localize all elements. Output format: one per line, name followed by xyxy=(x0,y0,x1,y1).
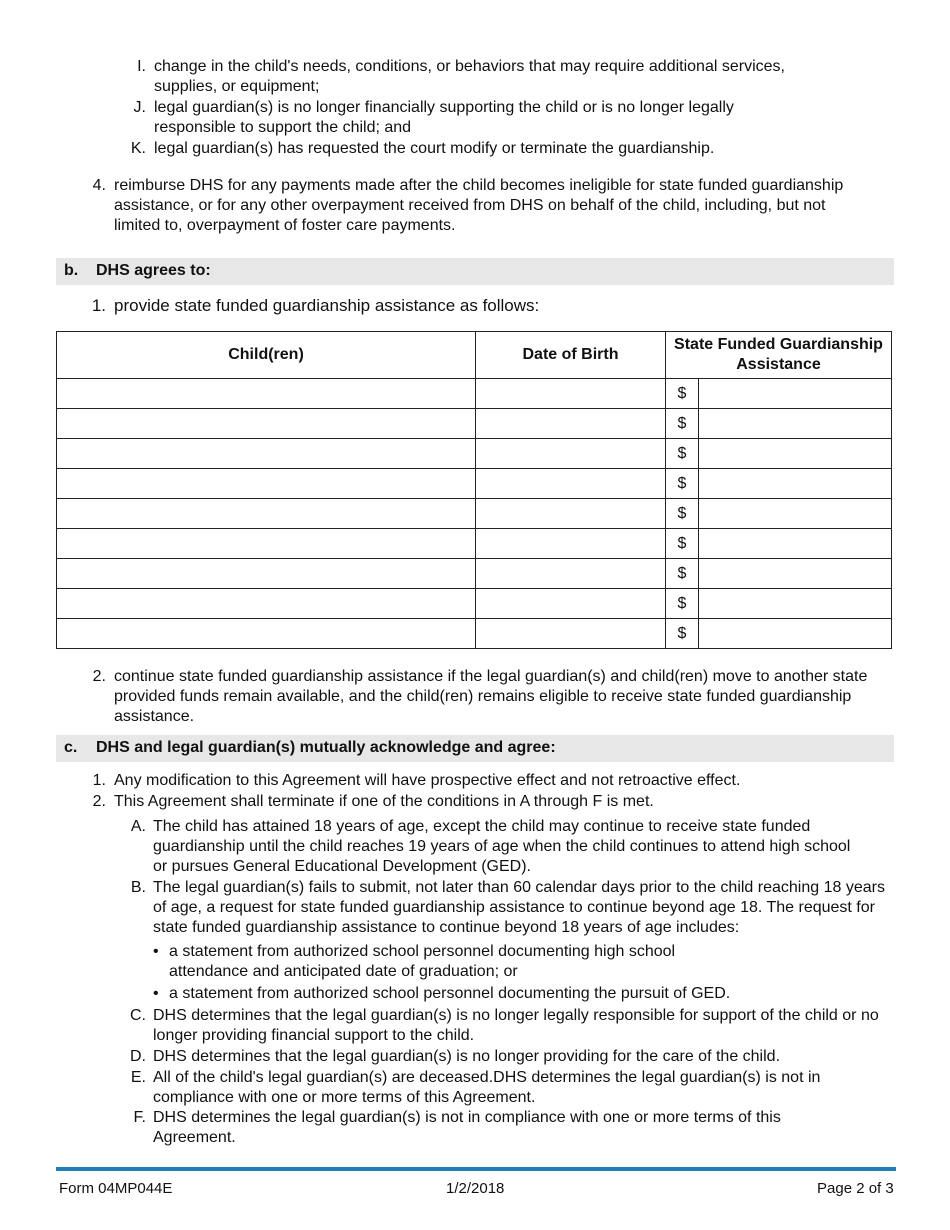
currency-symbol: $ xyxy=(666,559,699,589)
list-text: provide state funded guardianship assistance as follows: xyxy=(114,296,540,315)
assistance-amount-cell[interactable] xyxy=(699,559,892,589)
footer-form-number: Form 04MP044E xyxy=(59,1180,173,1197)
bullet-text: a statement from authorized school personnel documenting high school attendance and anticipated date of graduation; or xyxy=(169,943,676,980)
list-marker: 2. xyxy=(92,668,106,685)
condition-item xyxy=(126,878,890,938)
table-row xyxy=(57,379,892,409)
date-of-birth-cell[interactable] xyxy=(476,559,666,589)
column-header-children: Child(ren) xyxy=(57,332,476,379)
child-name-cell[interactable] xyxy=(57,469,476,499)
list-marker: K. xyxy=(130,140,146,157)
date-of-birth-cell[interactable] xyxy=(476,469,666,499)
bullet-icon: • xyxy=(153,985,159,1002)
assistance-amount-cell[interactable] xyxy=(699,589,892,619)
list-text: Any modification to this Agreement will have prospective effect and not retroactive effect. xyxy=(114,772,741,789)
assistance-amount-cell[interactable] xyxy=(699,439,892,469)
list-marker: C. xyxy=(130,1007,146,1024)
bullet-text: a statement from authorized school personnel documenting the pursuit of GED. xyxy=(169,985,731,1002)
list-marker: A. xyxy=(130,818,146,835)
currency-symbol: $ xyxy=(666,529,699,559)
child-name-cell[interactable] xyxy=(57,499,476,529)
list-text: DHS determines that the legal guardian(s) is no longer providing for the care of the child. xyxy=(153,1048,781,1065)
list-marker: J. xyxy=(133,99,146,116)
assistance-amount-cell[interactable] xyxy=(699,379,892,409)
footer-date: 1/2/2018 xyxy=(446,1180,505,1197)
list-item xyxy=(88,771,888,791)
bullet-item xyxy=(153,942,733,982)
date-of-birth-cell[interactable] xyxy=(476,439,666,469)
list-text: legal guardian(s) is no longer financially supporting the child or is no longer legally responsible to support the child; and xyxy=(154,99,734,136)
condition-item xyxy=(126,817,866,877)
table-row xyxy=(57,439,892,469)
list-text: The child has attained 18 years of age, except the child may continue to receive state funded guardianship until the child reaches 19 years of age when the child continues to attend high school or pursues General Educational Development (GED). xyxy=(153,818,851,875)
child-name-cell[interactable] xyxy=(57,529,476,559)
child-name-cell[interactable] xyxy=(57,589,476,619)
section-title: DHS and legal guardian(s) mutually acknowledge and agree: xyxy=(96,739,556,756)
table-row xyxy=(57,589,892,619)
list-marker: 1. xyxy=(91,296,106,315)
date-of-birth-cell[interactable] xyxy=(476,529,666,559)
currency-symbol: $ xyxy=(666,379,699,409)
currency-symbol: $ xyxy=(666,469,699,499)
list-marker: F. xyxy=(133,1109,146,1126)
currency-symbol: $ xyxy=(666,499,699,529)
table-row xyxy=(57,529,892,559)
list-marker: 4. xyxy=(92,177,106,194)
list-item xyxy=(88,176,858,236)
condition-item xyxy=(126,1006,890,1046)
list-item xyxy=(130,98,790,138)
date-of-birth-cell[interactable] xyxy=(476,379,666,409)
currency-symbol: $ xyxy=(666,589,699,619)
currency-symbol: $ xyxy=(666,619,699,649)
list-item xyxy=(88,296,788,316)
list-text: change in the child's needs, conditions, or behaviors that may require additional services, supplies, or equipment; xyxy=(154,58,785,95)
section-c-header xyxy=(56,735,894,762)
table-header-row xyxy=(57,332,892,379)
list-text: reimburse DHS for any payments made after the child becomes ineligible for state funded guardianship assistance, or for any other overpayment received from DHS on behalf of the child, including, but not limited to, overpayment of foster care payments. xyxy=(114,177,844,234)
list-item xyxy=(88,667,888,727)
column-header-dob: Date of Birth xyxy=(476,332,666,379)
condition-item xyxy=(126,1108,846,1148)
assistance-amount-cell[interactable] xyxy=(699,619,892,649)
list-text: DHS determines the legal guardian(s) is not in compliance with one or more terms of this Agreement. xyxy=(153,1109,781,1146)
currency-symbol: $ xyxy=(666,409,699,439)
list-marker: D. xyxy=(130,1048,146,1065)
list-marker: B. xyxy=(130,879,146,896)
list-text: continue state funded guardianship assistance if the legal guardian(s) and child(ren) move to another state provided funds remain available, and the child(ren) remains eligible to receive state funded guardianship assistance. xyxy=(114,668,868,725)
currency-symbol: $ xyxy=(666,439,699,469)
assistance-amount-cell[interactable] xyxy=(699,529,892,559)
section-marker: c. xyxy=(64,739,78,756)
bullet-icon: • xyxy=(153,943,159,960)
section-title: DHS agrees to: xyxy=(96,262,211,279)
assistance-amount-cell[interactable] xyxy=(699,469,892,499)
list-marker: 2. xyxy=(92,793,106,810)
date-of-birth-cell[interactable] xyxy=(476,409,666,439)
footer-page-number: Page 2 of 3 xyxy=(817,1180,894,1197)
section-b-header xyxy=(56,258,894,285)
bullet-item xyxy=(153,984,853,1004)
assistance-amount-cell[interactable] xyxy=(699,409,892,439)
table-row xyxy=(57,409,892,439)
condition-item xyxy=(126,1068,890,1108)
table-row xyxy=(57,499,892,529)
list-item xyxy=(130,139,830,159)
child-name-cell[interactable] xyxy=(57,439,476,469)
table-row xyxy=(57,559,892,589)
child-name-cell[interactable] xyxy=(57,619,476,649)
table-row xyxy=(57,469,892,499)
column-header-assistance: State Funded Guardianship Assistance xyxy=(666,332,892,379)
list-item xyxy=(130,57,790,97)
child-name-cell[interactable] xyxy=(57,379,476,409)
date-of-birth-cell[interactable] xyxy=(476,619,666,649)
footer-divider xyxy=(56,1167,896,1171)
list-text: All of the child's legal guardian(s) are deceased.DHS determines the legal guardian(s) is not in compliance with one or more terms of this Agreement. xyxy=(153,1069,821,1106)
date-of-birth-cell[interactable] xyxy=(476,499,666,529)
assistance-amount-cell[interactable] xyxy=(699,499,892,529)
list-item xyxy=(88,792,888,812)
section-marker: b. xyxy=(64,262,79,279)
list-marker: I. xyxy=(137,58,146,75)
table-row xyxy=(57,619,892,649)
list-text: The legal guardian(s) fails to submit, not later than 60 calendar days prior to the child reaching 18 years of age, a request for state funded guardianship assistance to continue beyond age 18. The request for state funded guardianship assistance to continue beyond 18 years of age includes: xyxy=(153,879,885,936)
list-text: legal guardian(s) has requested the court modify or terminate the guardianship. xyxy=(154,140,715,157)
list-text: DHS determines that the legal guardian(s) is no longer legally responsible for support of the child or no longer providing financial support to the child. xyxy=(153,1007,879,1044)
list-marker: E. xyxy=(130,1069,146,1086)
list-marker: 1. xyxy=(92,772,106,789)
child-name-cell[interactable] xyxy=(57,409,476,439)
child-name-cell[interactable] xyxy=(57,559,476,589)
date-of-birth-cell[interactable] xyxy=(476,589,666,619)
condition-item xyxy=(126,1047,890,1067)
list-text: This Agreement shall terminate if one of the conditions in A through F is met. xyxy=(114,793,654,810)
assistance-table xyxy=(56,331,892,649)
